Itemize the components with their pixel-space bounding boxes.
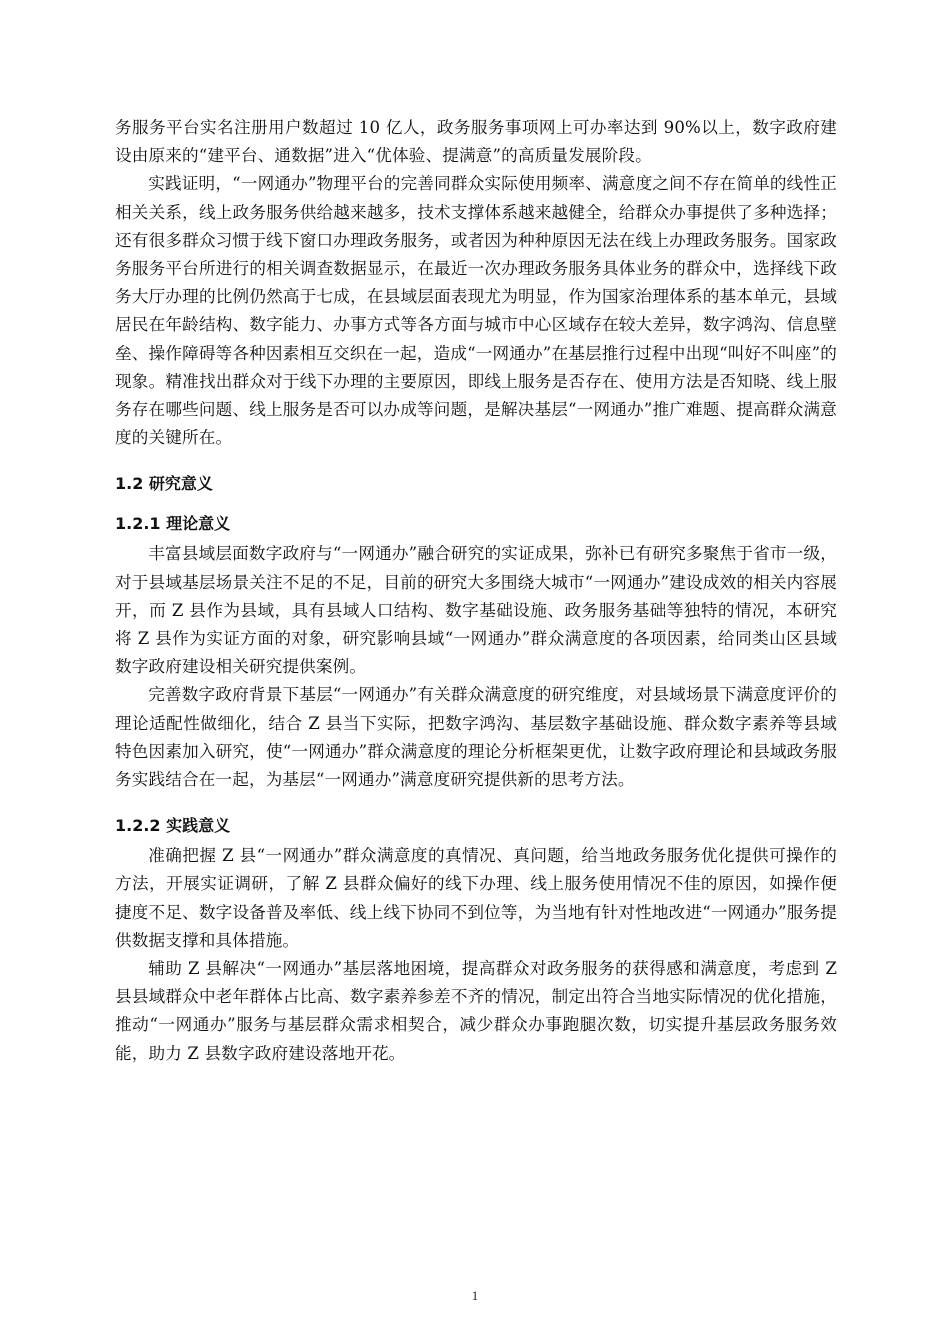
section-heading-1-2-1: 1.2.1 理论意义 bbox=[115, 514, 231, 534]
section-heading-1-2-2: 1.2.2 实践意义 bbox=[115, 816, 231, 836]
body-paragraph: 辅助 Z 县解决“一网通办”基层落地困境，提高群众对政务服务的获得感和满意度，考虑到 Z 县县域群众中老年群体占比高、数字素养参差不齐的情况，制定出符合当地实际情况的优化措施，推动“一网通办”服务与基层群众需求相契合，减少群众办事跑腿次数，切实提升基层政务服务效能，助力 Z 县数字政府建设落地开花。 bbox=[115, 959, 837, 1063]
body-paragraph: 完善数字政府背景下基层“一网通办”有关群众满意度的研究维度，对县域场景下满意度评价的理论适配性做细化，结合 Z 县当下实际，把数字鸿沟、基层数字基础设施、群众数字素养等县域特色因素加入研究，使“一网通办”群众满意度的理论分析框架更优，让数字政府理论和县域政务服务实践结合在一起，为基层“一网通办”满意度研究提供新的思考方法。 bbox=[115, 685, 837, 790]
body-paragraph: 准确把握 Z 县“一网通办”群众满意度的真情况、真问题，给当地政务服务优化提供可操作的方法，开展实证调研，了解 Z 县群众偏好的线下办理、线上服务使用情况不佳的原因，如操作便捷度不足、数字设备普及率低、线上线下协同不到位等，为当地有针对性地改进“一网通办”服务提供数据支撑和具体措施。 bbox=[115, 846, 837, 950]
body-paragraph: 实践证明，“一网通办”物理平台的完善同群众实际使用频率、满意度之间不存在简单的线性正相关关系，线上政务服务供给越来越多，技术支撑体系越来越健全，给群众办事提供了多种选择；还有很多群众习惯于线下窗口办理政务服务，或者因为种种原因无法在线上办理政务服务。国家政务服务平台所进行的相关调查数据显示，在最近一次办理政务服务具体业务的群众中，选择线下政务大厅办理的比例仍然高于七成，在县域层面表现尤为明显，作为国家治理体系的基本单元，县域居民在年龄结构、数字能力、办事方式等各方面与城市中心区域存在较大差异，数字鸿沟、信息壁垒、操作障碍等各种因素相互交织在一起，造成“一网通办”在基层推行过程中出现“叫好不叫座”的现象。精准找出群众对于线下办理的主要原因，即线上服务是否存在、使用方法是否知晓、线上服务存在哪些问题、线上服务是否可以办成等问题，是解决基层“一网通办”推广难题、提高群众满意度的关键所在。 bbox=[115, 174, 837, 448]
section-heading-1-2: 1.2 研究意义 bbox=[115, 474, 213, 494]
body-paragraph-continued: 务服务平台实名注册用户数超过 10 亿人，政务服务事项网上可办率达到 90%以上，数字政府建设由原来的“建平台、通数据”进入“优体验、提满意”的高质量发展阶段。 bbox=[115, 118, 837, 166]
page-body bbox=[115, 114, 837, 1068]
page-number: 1 bbox=[471, 1288, 479, 1303]
body-paragraph: 丰富县域层面数字政府与“一网通办”融合研究的实证成果，弥补已有研究多聚焦于省市一级，对于县域基层场景关注不足的不足，目前的研究大多围绕大城市“一网通办”建设成效的相关内容展开，而 Z 县作为县域，具有县域人口结构、数字基础设施、政务服务基础等独特的情况，本研究将 Z 县作为实证方面的对象，研究影响县域“一网通办”群众满意度的各项因素，给同类山区县域数字政府建设相关研究提供案例。 bbox=[115, 544, 837, 677]
